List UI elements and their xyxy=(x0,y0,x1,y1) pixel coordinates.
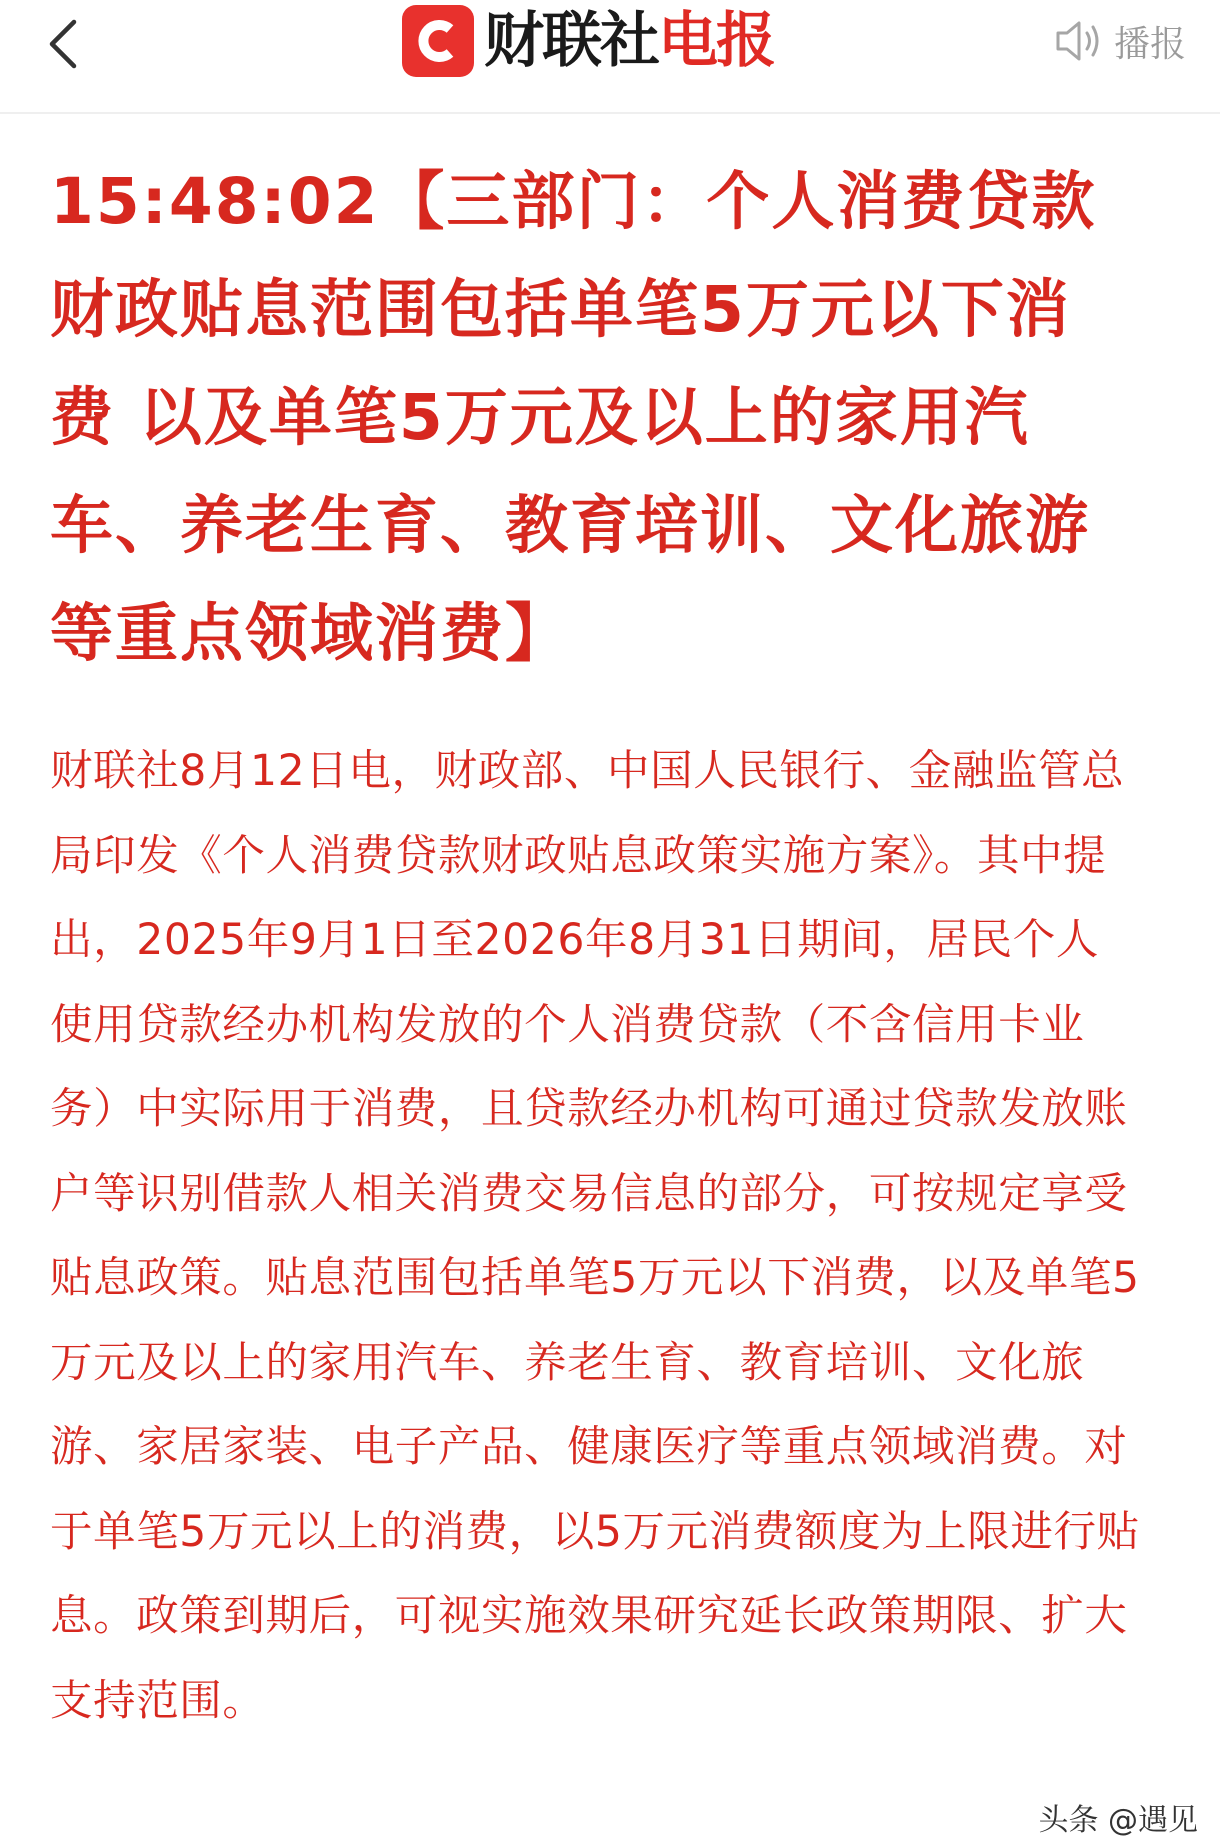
headline-text: 【三部门：个人消费贷款财政贴息范围包括单笔5万元以下消费 以及单笔5万元及以上的家用汽车、养老生育、教育培训、文化旅游等重点领域消费】 xyxy=(50,165,1097,670)
article-headline xyxy=(50,148,1130,688)
back-arrow-icon xyxy=(44,16,94,72)
broadcast-button[interactable] xyxy=(1052,14,1186,68)
watermark-text: 头条 @遇见 xyxy=(1038,1803,1198,1838)
broadcast-label: 播报 xyxy=(1113,23,1186,65)
logo-brand-text: 财联社 xyxy=(484,6,658,76)
app-logo xyxy=(402,4,774,78)
logo-wordmark xyxy=(484,4,774,78)
top-bar xyxy=(0,0,1220,114)
speaker-icon xyxy=(1052,18,1104,64)
logo-suffix-text: 电报 xyxy=(658,6,774,76)
article-body: 财联社8月12日电，财政部、中国人民银行、金融监管总局印发《个人消费贷款财政贴息政策实施方案》。其中提出，2025年9月1日至2026年8月31日期间，居民个人使用贷款经办机构发放的个人消费贷款（不含信用卡业务）中实际用于消费，且贷款经办机构可通过贷款发放账户等识别借款人相关消费交易信息的部分，可按规定享受贴息政策。贴息范围包括单笔5万元以下消费，以及单笔5万元及以上的家用汽车、养老生育、教育培训、文化旅游、家居家装、电子产品、健康医疗等重点领域消费。对于单笔5万元以上的消费，以5万元消费额度为上限进行贴息。政策到期后，可视实施效果研究延长政策期限、扩大支持范围。 xyxy=(50,747,1140,1726)
headline-time: 15:48:02 xyxy=(50,165,380,238)
logo-badge-icon xyxy=(402,5,474,77)
back-button[interactable] xyxy=(44,16,94,72)
